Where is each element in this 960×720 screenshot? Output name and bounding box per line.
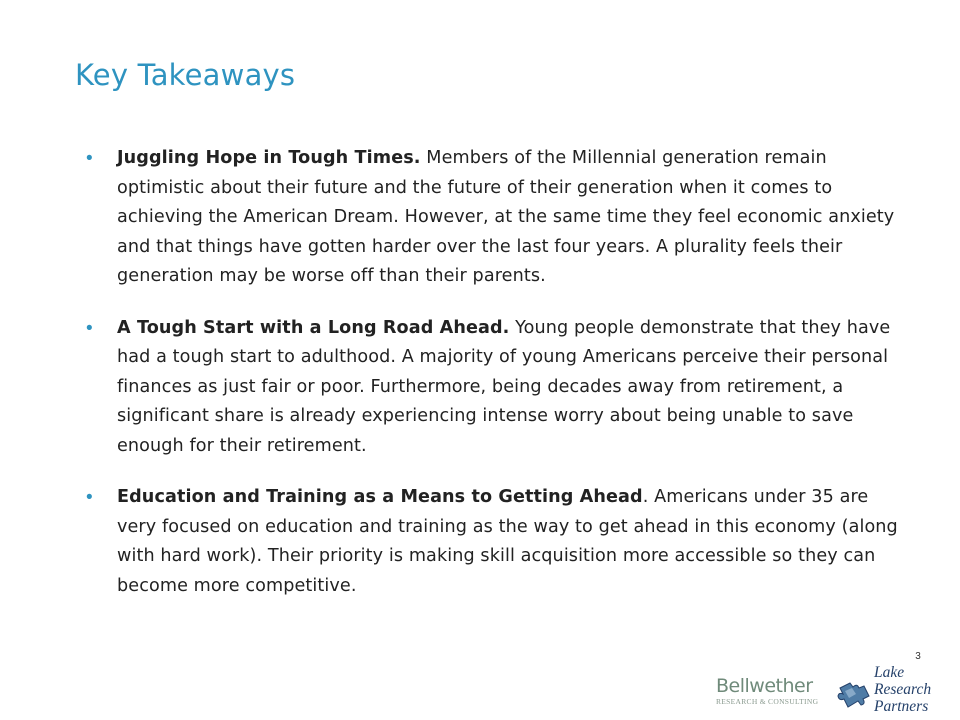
bellwether-logo-name: Bellwether xyxy=(716,675,813,697)
bullet-icon: • xyxy=(86,487,93,508)
takeaway-text xyxy=(117,314,906,462)
bellwether-logo xyxy=(716,675,819,712)
lake-logo-line: Partners xyxy=(874,698,929,715)
lake-logo-line: Research xyxy=(874,681,932,698)
page-number: 3 xyxy=(915,651,921,662)
takeaway-text xyxy=(117,483,906,601)
takeaway-body: Members of the Millennial generation remain optimistic about their future and the future of their generation when it comes to achieving the American Dream. However, at the same time they feel economic anxiety and that things have gotten harder over the last four years. A plurality feels their generation may be worse off than their parents. xyxy=(117,148,895,286)
lake-logo-line: Lake xyxy=(874,664,905,681)
takeaway-item xyxy=(86,144,906,292)
puzzle-piece-icon xyxy=(834,674,874,714)
takeaway-heading: Juggling Hope in Tough Times. xyxy=(117,148,421,168)
bellwether-logo-tagline: RESEARCH & CONSULTING xyxy=(716,697,819,706)
takeaway-body: Young people demonstrate that they have had a tough start to adulthood. A majority of young Americans perceive their personal finances as just fair or poor. Furthermore, being decades away from retirement, a significant share is already experiencing intense worry about being unable to save enough for their retirement. xyxy=(117,317,891,456)
slide-title: Key Takeaways xyxy=(75,58,296,92)
bullet-icon: • xyxy=(86,317,93,339)
lake-research-logo-text xyxy=(874,664,931,715)
takeaways-list xyxy=(86,144,906,623)
takeaway-item xyxy=(86,314,906,462)
takeaway-item xyxy=(86,483,906,601)
takeaway-heading: A Tough Start with a Long Road Ahead. xyxy=(117,317,510,338)
takeaway-text xyxy=(117,144,906,292)
bullet-icon: • xyxy=(86,148,93,169)
lake-research-logo xyxy=(834,664,952,720)
takeaway-body: . Americans under 35 are very focused on education and training as the way to get ahead in this economy (along with hard work). Their priority is making skill acquisition more accessible so they can become more competitive. xyxy=(117,487,898,596)
takeaway-heading: Education and Training as a Means to Getting Ahead xyxy=(117,487,643,507)
